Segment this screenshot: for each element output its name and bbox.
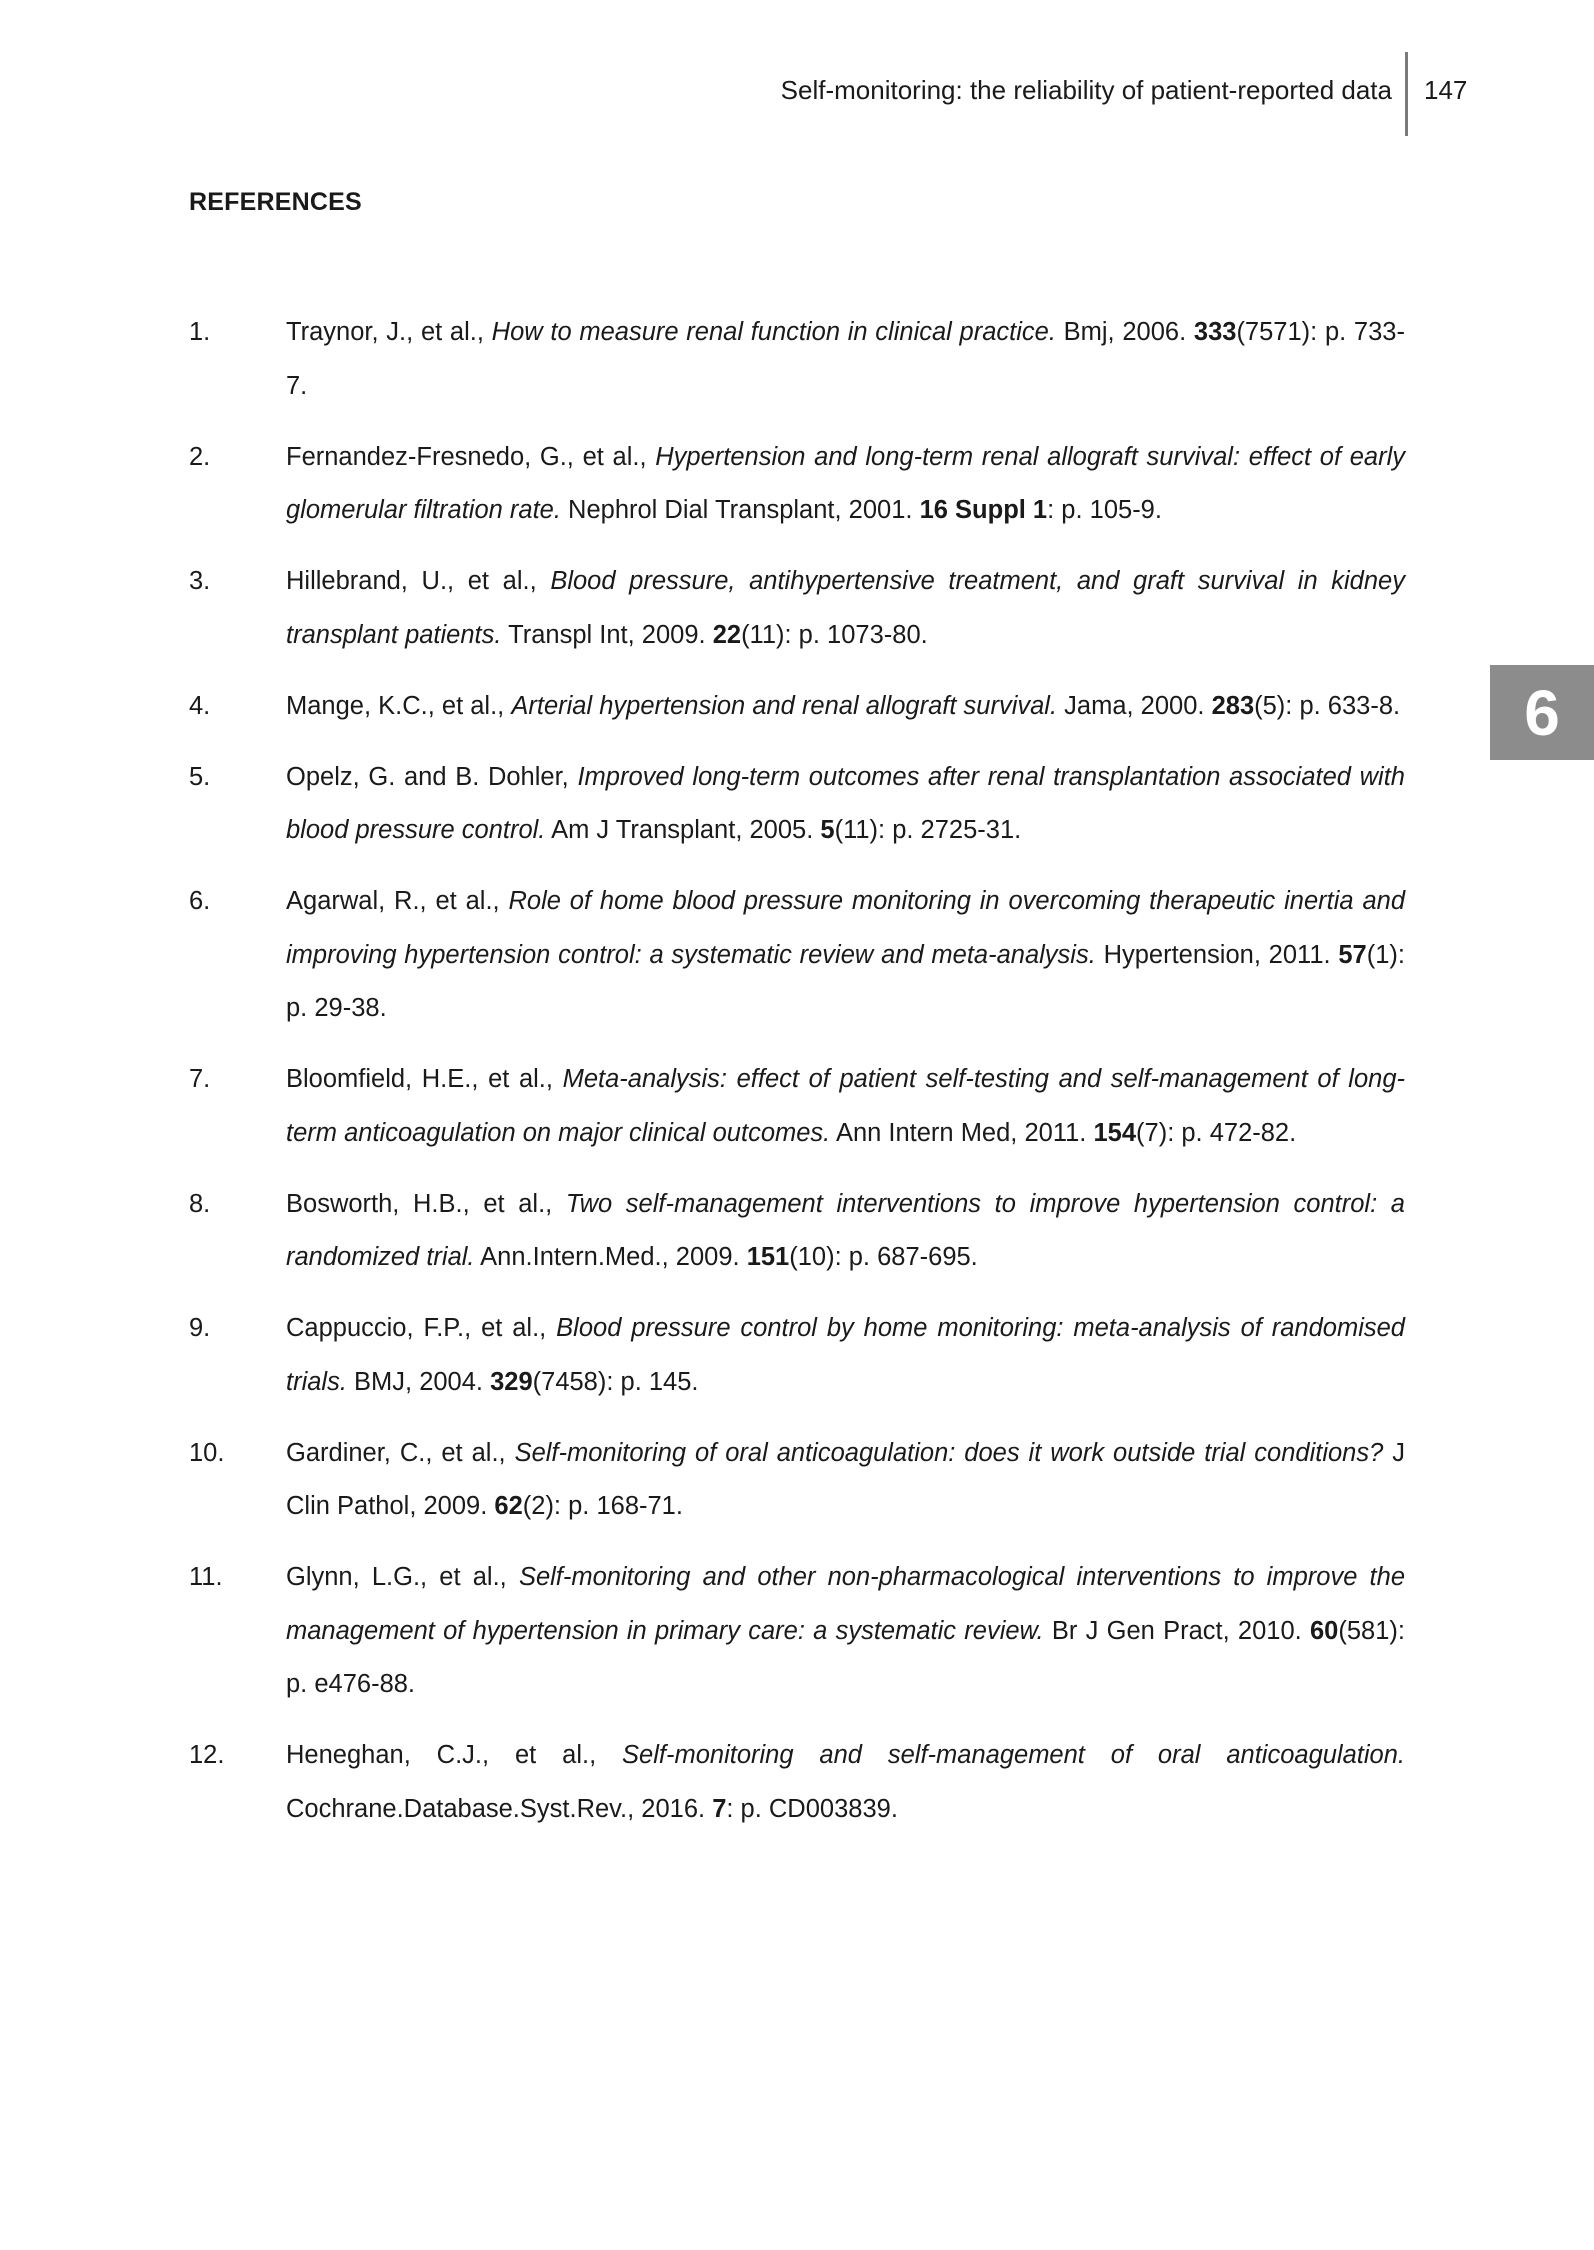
reference-source: Bmj, 2006. <box>1055 318 1194 346</box>
reference-pages: : p. CD003839. <box>726 1794 898 1823</box>
reference-source: Am J Transplant, 2005. <box>545 816 821 844</box>
reference-item <box>189 1427 1405 1534</box>
reference-title: Blood pressure, antihypertensive treatment, and graft survival in kidney transplant patients. <box>286 567 1405 649</box>
chapter-tab: 6 <box>1490 665 1594 760</box>
reference-source: J Clin Pathol, 2009. <box>286 1438 1405 1520</box>
reference-authors: Agarwal, R., et al., <box>286 887 509 915</box>
reference-text <box>286 763 1405 845</box>
reference-item <box>189 1178 1405 1285</box>
reference-source: Cochrane.Database.Syst.Rev., 2016. <box>286 1794 713 1823</box>
reference-volume: 154 <box>1093 1118 1137 1147</box>
reference-volume: 7 <box>712 1794 727 1823</box>
reference-text <box>286 1314 1405 1396</box>
reference-pages: (1): p. 29-38. <box>286 940 1405 1022</box>
reference-number: 7. <box>189 1065 211 1093</box>
page-number: 147 <box>1424 75 1468 105</box>
reference-volume: 333 <box>1193 318 1237 346</box>
reference-authors: Gardiner, C., et al., <box>286 1438 515 1467</box>
reference-text <box>286 567 1405 649</box>
reference-volume: 5 <box>820 816 835 844</box>
reference-number: 3. <box>189 567 211 595</box>
reference-authors: Bosworth, H.B., et al., <box>286 1189 566 1218</box>
reference-volume: 57 <box>1338 940 1367 969</box>
reference-number: 12. <box>189 1741 225 1769</box>
reference-item <box>189 1053 1405 1160</box>
reference-number: 11. <box>189 1563 223 1591</box>
reference-title: Hypertension and long-term renal allograft survival: effect of early glomerular filtration rate. <box>286 442 1405 524</box>
reference-item <box>189 751 1405 858</box>
reference-text <box>286 1190 1405 1272</box>
reference-number: 1. <box>189 318 211 346</box>
reference-item <box>189 875 1405 1036</box>
reference-pages: (10): p. 687-695. <box>789 1243 978 1271</box>
reference-authors: Heneghan, C.J., et al., <box>286 1741 623 1769</box>
reference-text <box>286 1741 1405 1823</box>
reference-title: Self-monitoring and self-management of oral anticoagulation. <box>622 1741 1405 1769</box>
reference-authors: Fernandez-Fresnedo, G., et al., <box>286 442 656 471</box>
reference-text <box>286 1439 1405 1521</box>
reference-volume: 60 <box>1310 1616 1339 1645</box>
reference-title: Role of home blood pressure monitoring in overcoming therapeutic inertia and improving hypertension control: a systematic review and meta-analysis. <box>286 887 1405 969</box>
reference-text <box>286 318 1405 400</box>
reference-title: Blood pressure control by home monitoring: meta-analysis of randomised trials. <box>286 1314 1405 1396</box>
reference-text <box>286 1065 1405 1147</box>
reference-title: Improved long-term outcomes after renal transplantation associated with blood pressure control. <box>286 762 1405 844</box>
reference-pages: (581): p. e476-88. <box>286 1616 1405 1698</box>
running-header-title: Self-monitoring: the reliability of patient-reported data <box>780 75 1392 105</box>
reference-authors: Hillebrand, U., et al., <box>286 567 551 595</box>
reference-source: Ann Intern Med, 2011. <box>830 1118 1094 1147</box>
reference-number: 10. <box>189 1438 225 1467</box>
reference-number: 8. <box>189 1189 211 1218</box>
reference-item <box>189 1302 1405 1409</box>
reference-pages: (11): p. 1073-80. <box>741 620 928 649</box>
header-divider <box>1405 52 1408 136</box>
reference-pages: (7571): p. 733-7. <box>286 318 1405 400</box>
reference-text <box>286 443 1405 525</box>
section-title: REFERENCES <box>189 188 362 216</box>
reference-source: Transpl Int, 2009. <box>501 620 713 649</box>
reference-item <box>189 680 1405 734</box>
reference-source: BMJ, 2004. <box>346 1367 491 1396</box>
reference-item <box>189 306 1405 413</box>
reference-title: Arterial hypertension and renal allograft survival. <box>511 691 1058 720</box>
reference-pages: (5): p. 633-8. <box>1254 691 1401 720</box>
reference-authors: Cappuccio, F.P., et al., <box>286 1314 557 1342</box>
reference-pages: (2): p. 168-71. <box>522 1492 683 1520</box>
reference-item <box>189 1551 1405 1712</box>
reference-number: 4. <box>189 691 211 720</box>
reference-pages: (7458): p. 145. <box>532 1367 699 1396</box>
reference-title: How to measure renal function in clinical practice. <box>491 318 1056 346</box>
reference-pages: (7): p. 472-82. <box>1136 1118 1297 1147</box>
reference-title: Meta-analysis: effect of patient self-testing and self-management of long-term anticoagulation on major clinical outcomes. <box>286 1065 1405 1147</box>
reference-number: 5. <box>189 762 211 791</box>
reference-number: 2. <box>189 442 211 471</box>
reference-source: Ann.Intern.Med., 2009. <box>474 1243 747 1271</box>
reference-title: Self-monitoring of oral anticoagulation: does it work outside trial conditions? <box>514 1438 1384 1467</box>
reference-authors: Mange, K.C., et al., <box>286 691 512 720</box>
reference-text <box>286 887 1405 1022</box>
reference-authors: Glynn, L.G., et al., <box>286 1563 519 1591</box>
reference-source: Hypertension, 2011. <box>1095 940 1339 969</box>
reference-pages: : p. 105-9. <box>1047 496 1162 524</box>
reference-volume: 283 <box>1211 691 1255 720</box>
reference-source: Nephrol Dial Transplant, 2001. <box>560 496 920 524</box>
reference-volume: 151 <box>746 1243 790 1271</box>
reference-list <box>189 306 1405 1854</box>
reference-source: Jama, 2000. <box>1057 691 1212 720</box>
reference-number: 9. <box>189 1314 211 1342</box>
reference-item <box>189 431 1405 538</box>
reference-pages: (11): p. 2725-31. <box>834 816 1022 844</box>
reference-volume: 62 <box>494 1492 523 1520</box>
reference-item <box>189 555 1405 662</box>
reference-volume: 16 Suppl 1 <box>919 496 1048 524</box>
reference-text <box>286 1563 1405 1698</box>
reference-title: Two self-management interventions to improve hypertension control: a randomized trial. <box>286 1189 1405 1271</box>
reference-authors: Opelz, G. and B. Dohler, <box>286 762 578 791</box>
reference-authors: Bloomfield, H.E., et al., <box>286 1065 563 1093</box>
reference-text <box>286 692 1400 720</box>
reference-volume: 22 <box>712 620 742 649</box>
reference-volume: 329 <box>490 1367 533 1396</box>
reference-authors: Traynor, J., et al., <box>286 318 492 346</box>
reference-source: Br J Gen Pract, 2010. <box>1043 1616 1310 1645</box>
reference-title: Self-monitoring and other non-pharmacological interventions to improve the management of hypertension in primary care: a systematic review. <box>286 1563 1405 1645</box>
reference-number: 6. <box>189 887 211 915</box>
reference-item <box>189 1729 1405 1836</box>
